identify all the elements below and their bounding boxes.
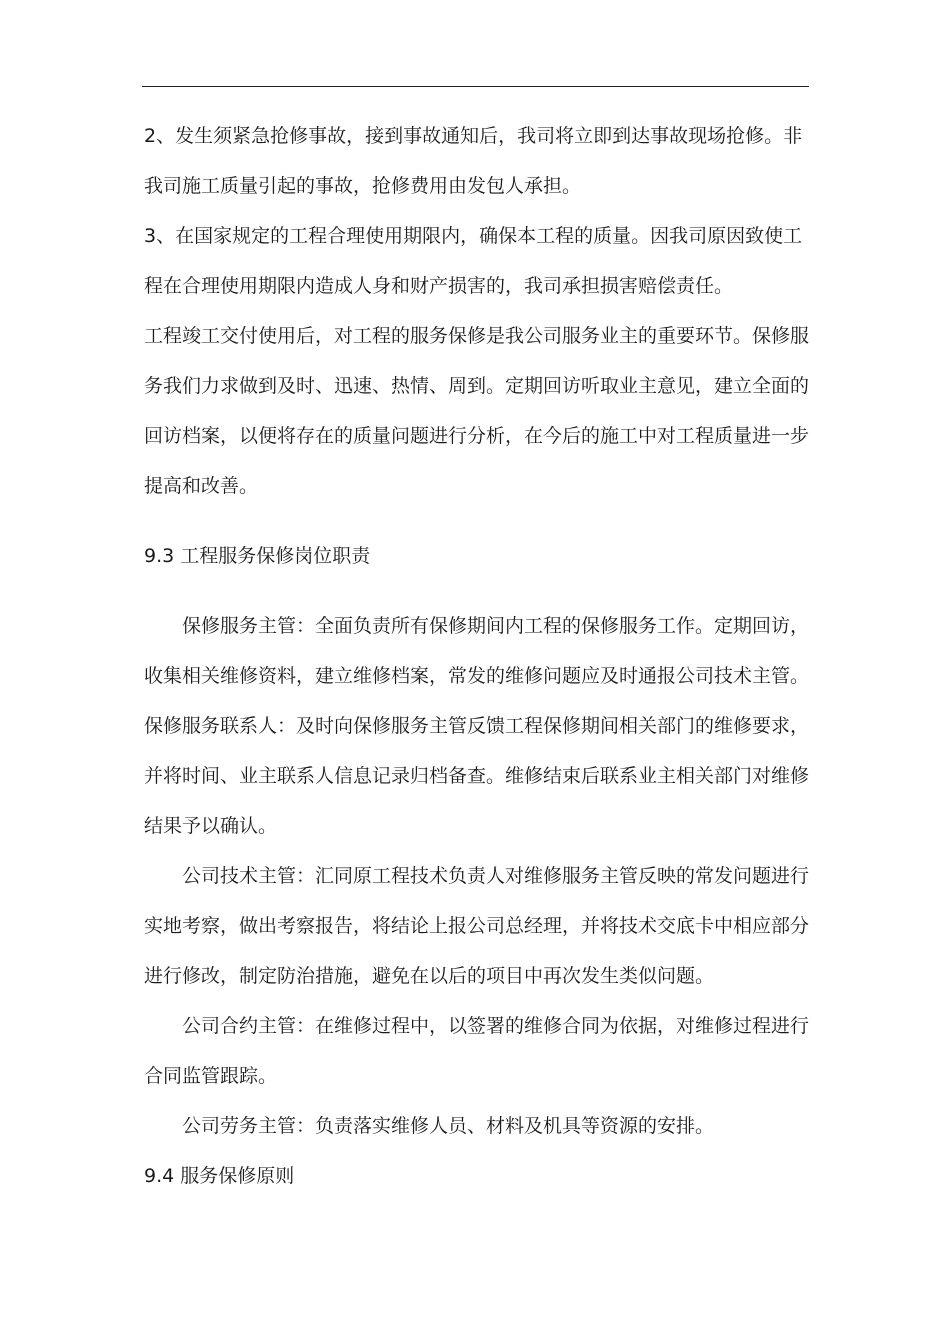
paragraph-line: 公司合约主管：在维修过程中，以签署的维修合同为依据，对维修过程进行 bbox=[182, 1015, 810, 1037]
paragraph-line: 收集相关维修资料，建立维修档案，常发的维修问题应及时通报公司技术主管。 bbox=[144, 665, 810, 687]
paragraph-line: 合同监管跟踪。 bbox=[144, 1065, 278, 1087]
paragraph-line: 公司劳务主管：负责落实维修人员、材料及机具等资源的安排。 bbox=[182, 1115, 715, 1137]
header-rule bbox=[142, 86, 809, 87]
section-heading-9-3: 9.3 工程服务保修岗位职责 bbox=[144, 545, 371, 567]
paragraph-line: 我司施工质量引起的事故，抢修费用由发包人承担。 bbox=[144, 175, 582, 197]
paragraph-line: 2、发生须紧急抢修事故，接到事故通知后，我司将立即到达事故现场抢修。非 bbox=[144, 125, 803, 147]
paragraph-line: 结果予以确认。 bbox=[144, 815, 278, 837]
paragraph-line: 回访档案，以便将存在的质量问题进行分析，在今后的施工中对工程质量进一步 bbox=[144, 425, 810, 447]
paragraph-line: 3、在国家规定的工程合理使用期限内，确保本工程的质量。因我司原因致使工 bbox=[144, 225, 803, 247]
paragraph-line: 实地考察，做出考察报告，将结论上报公司总经理，并将技术交底卡中相应部分 bbox=[144, 915, 810, 937]
paragraph-line: 公司技术主管：汇同原工程技术负责人对维修服务主管反映的常发问题进行 bbox=[182, 865, 810, 887]
paragraph-line: 提高和改善。 bbox=[144, 475, 259, 497]
paragraph-line: 保修服务联系人：及时向保修服务主管反馈工程保修期间相关部门的维修要求， bbox=[144, 715, 810, 737]
paragraph-line: 保修服务主管：全面负责所有保修期间内工程的保修服务工作。定期回访， bbox=[182, 615, 810, 637]
section-heading-9-4: 9.4 服务保修原则 bbox=[144, 1165, 295, 1187]
paragraph-line: 程在合理使用期限内造成人身和财产损害的，我司承担损害赔偿责任。 bbox=[144, 275, 734, 297]
paragraph-line: 务我们力求做到及时、迅速、热情、周到。定期回访听取业主意见，建立全面的 bbox=[144, 375, 810, 397]
paragraph-line: 工程竣工交付使用后，对工程的服务保修是我公司服务业主的重要环节。保修服 bbox=[144, 325, 810, 347]
paragraph-line: 并将时间、业主联系人信息记录归档备查。维修结束后联系业主相关部门对维修 bbox=[144, 765, 810, 787]
paragraph-line: 进行修改，制定防治措施，避免在以后的项目中再次发生类似问题。 bbox=[144, 965, 715, 987]
